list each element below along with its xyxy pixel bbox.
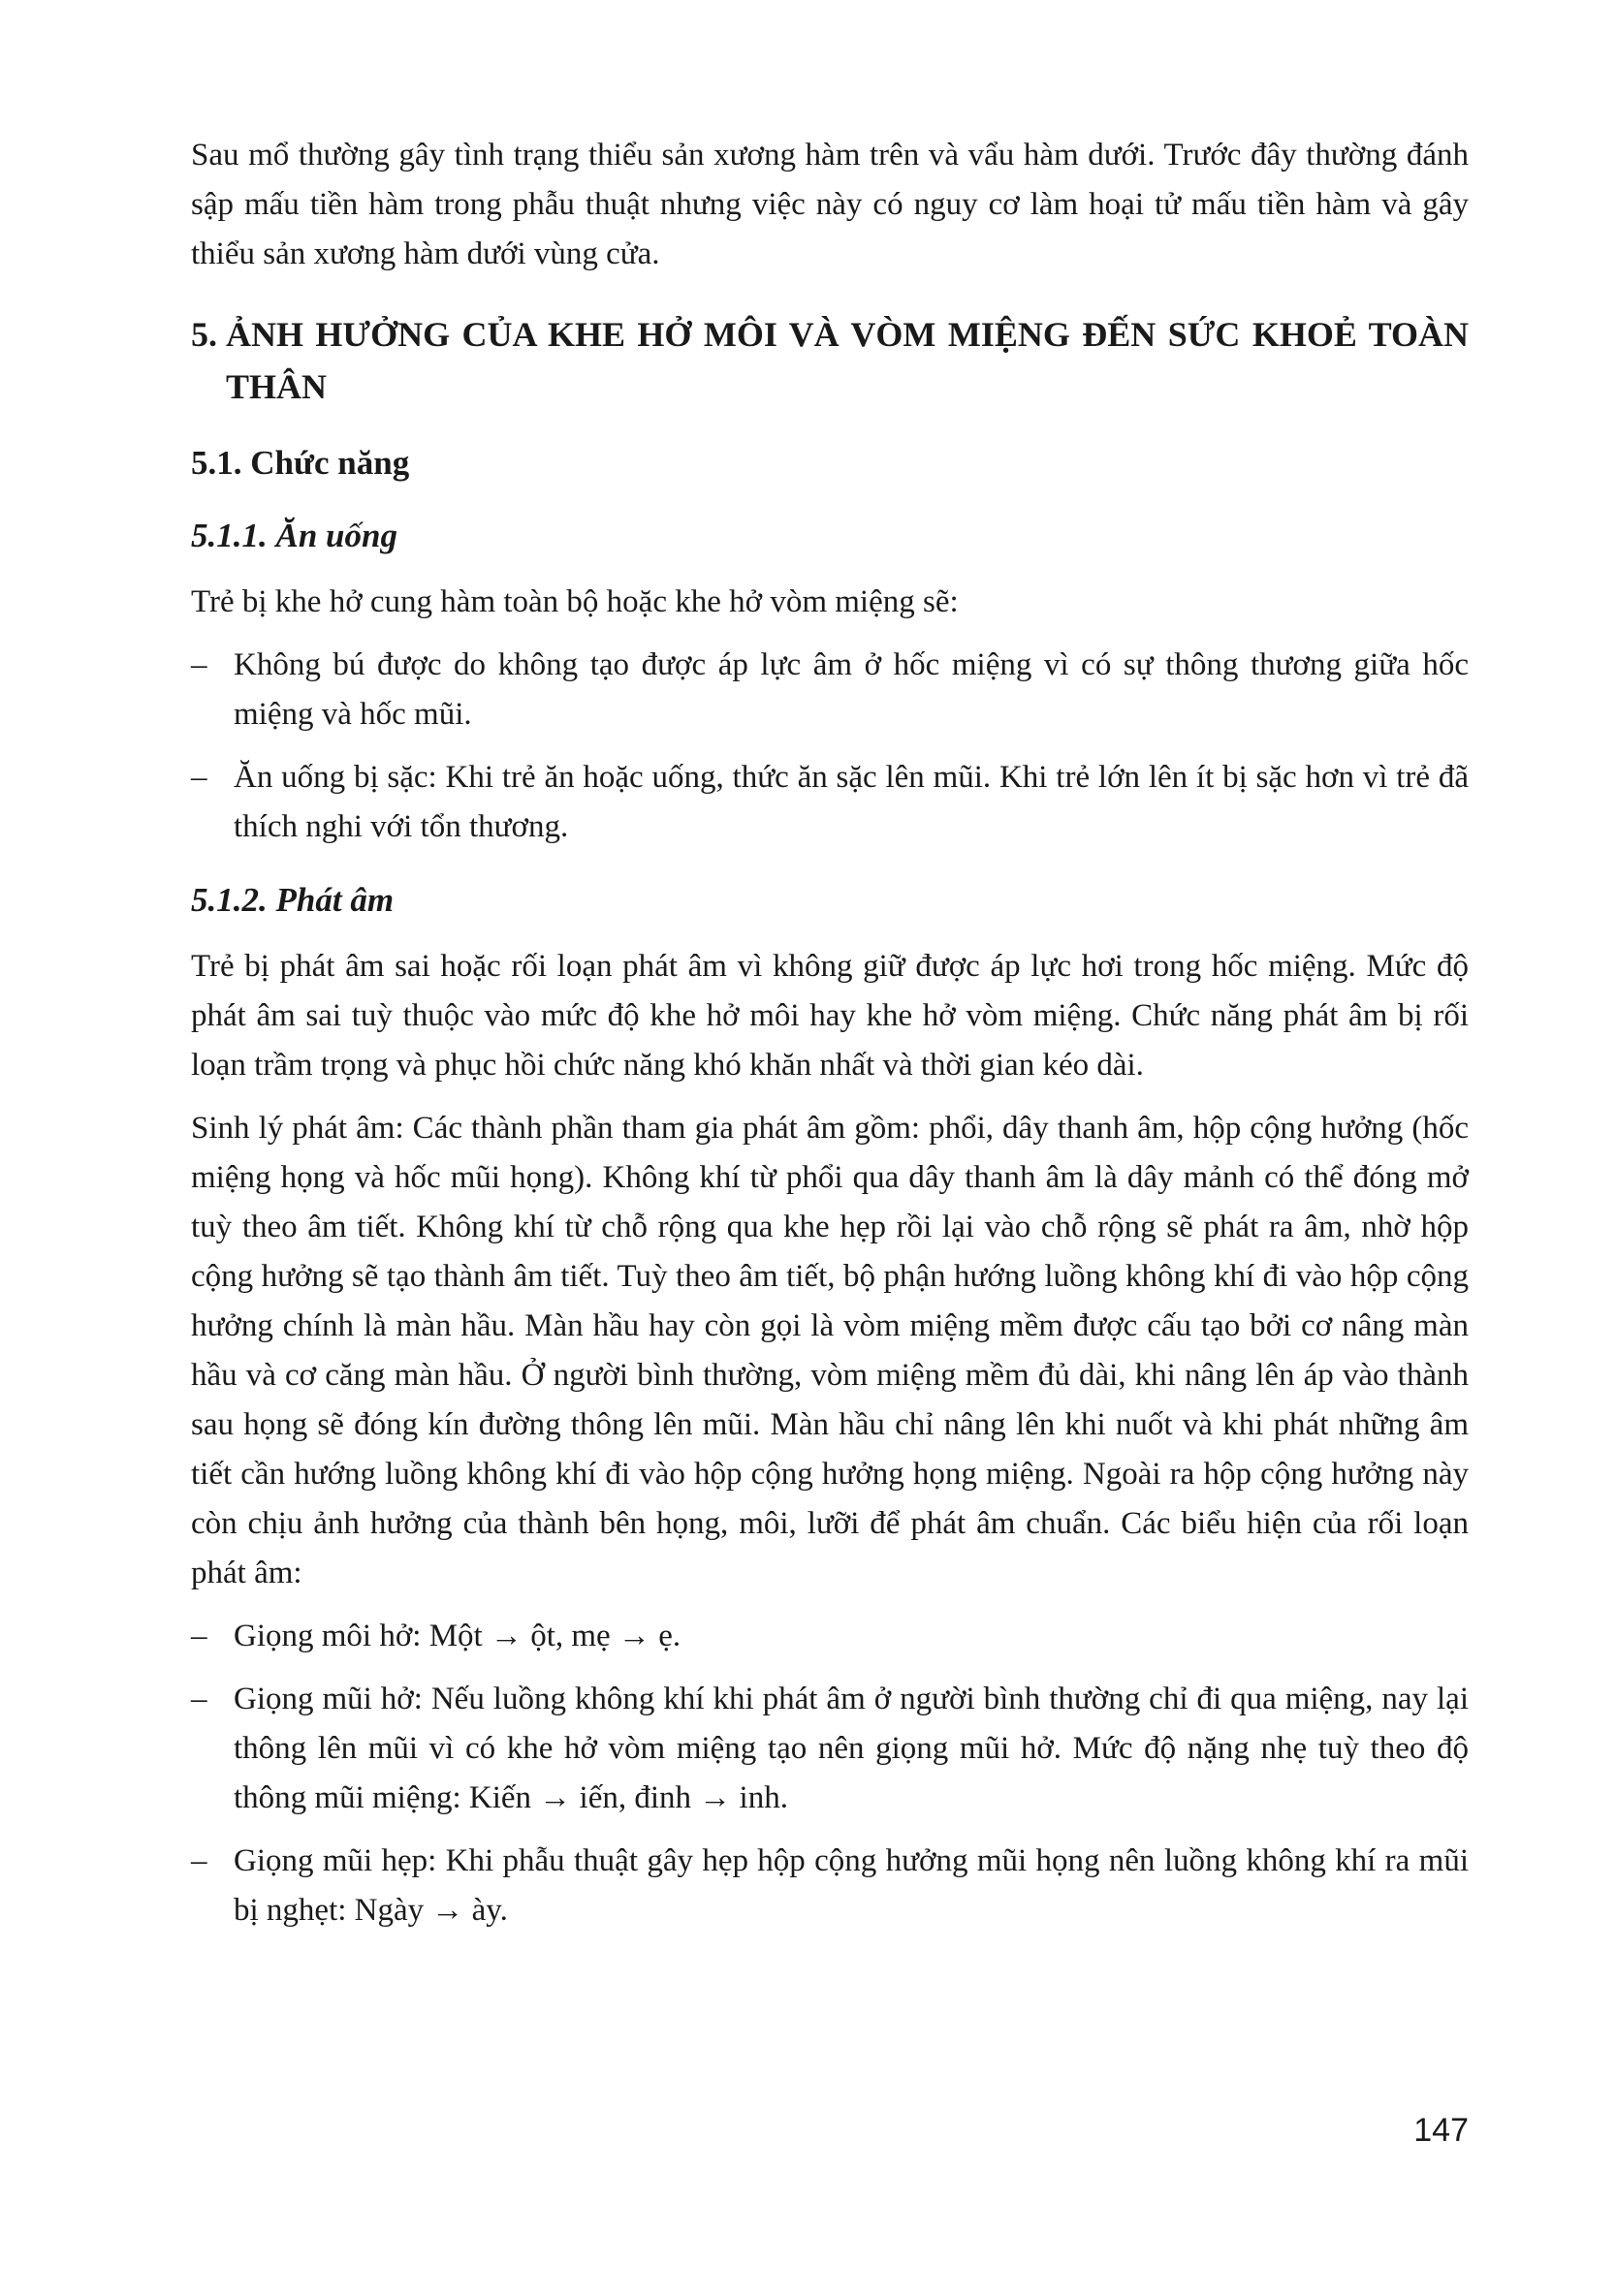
- section-5-1-heading: 5.1. Chức năng: [191, 444, 410, 482]
- section-5-1-2-heading: 5.1.2. Phát âm: [191, 881, 395, 919]
- list-dash: –: [191, 760, 207, 795]
- section-5-1-1-lead: Trẻ bị khe hở cung hàm toàn bộ hoặc khe hở vòm miệng sẽ:: [191, 584, 959, 619]
- list-item: [191, 753, 1469, 852]
- list-item: [191, 1675, 1469, 1823]
- list-item: [191, 1837, 1469, 1935]
- section-5-title: ẢNH HƯỞNG CỦA KHE HỞ MÔI VÀ VÒM MIỆNG ĐẾN SỨC KHOẺ TOÀN THÂN: [226, 315, 1469, 406]
- list-item-text: Không bú được do không tạo được áp lực âm ở hốc miệng vì có sự thông thương giữa hốc miệng và hốc mũi.: [234, 647, 1469, 732]
- page-number: 147: [1413, 2112, 1469, 2149]
- list-item-text: Giọng mũi hở: Nếu luồng không khí khi phát âm ở người bình thường chỉ đi qua miệng, nay lại thông lên mũi vì có khe hở vòm miệng tạo nên giọng mũi hở. Mức độ nặng nhẹ tuỳ theo độ thông mũi miệng: Kiến → iến, đinh → inh.: [234, 1682, 1469, 1815]
- list-item-text: Ăn uống bị sặc: Khi trẻ ăn hoặc uống, thức ăn sặc lên mũi. Khi trẻ lớn lên ít bị sặc hơn vì trẻ đã thích nghi với tổn thương.: [234, 760, 1469, 844]
- list-dash: –: [191, 647, 207, 682]
- list-dash: –: [191, 1619, 207, 1653]
- section-5-heading: [191, 308, 1469, 413]
- list-item-text: Giọng môi hở: Một → ột, mẹ → ẹ.: [234, 1619, 681, 1653]
- list-item: [191, 1612, 1469, 1661]
- section-5-1-1-heading: 5.1.1. Ăn uống: [191, 517, 397, 554]
- list-dash: –: [191, 1682, 207, 1716]
- section-5-1-2-paragraph-2: Sinh lý phát âm: Các thành phần tham gia phát âm gồm: phổi, dây thanh âm, hộp cộng hưởng (hốc miệng họng và hốc mũi họng). Không khí từ phổi qua dây thanh âm là dây mảnh có thể đóng mở tuỳ theo âm tiết. Không khí từ chỗ rộng qua khe hẹp rồi lại vào chỗ rộng sẽ phát ra âm, nhờ hộp cộng hưởng sẽ tạo thành âm tiết. Tuỳ theo âm tiết, bộ phận hướng luồng không khí đi vào hộp cộng hưởng chính là màn hầu. Màn hầu hay còn gọi là vòm miệng mềm được cấu tạo bởi cơ nâng màn hầu và cơ căng màn hầu. Ở người bình thường, vòm miệng mềm đủ dài, khi nâng lên áp vào thành sau họng sẽ đóng kín đường thông lên mũi. Màn hầu chỉ nâng lên khi nuốt và khi phát những âm tiết cần hướng luồng không khí đi vào hộp cộng hưởng họng miệng. Ngoài ra hộp cộng hưởng này còn chịu ảnh hưởng của thành bên họng, môi, lưỡi để phát âm chuẩn. Các biểu hiện của rối loạn phát âm:: [191, 1111, 1469, 1590]
- section-5-1-2-paragraph-1: Trẻ bị phát âm sai hoặc rối loạn phát âm vì không giữ được áp lực hơi trong hốc miệng. Mức độ phát âm sai tuỳ thuộc vào mức độ khe hở môi hay khe hở vòm miệng. Chức năng phát âm bị rối loạn trầm trọng và phục hồi chức năng khó khăn nhất và thời gian kéo dài.: [191, 949, 1469, 1083]
- document-page: [191, 131, 1469, 1935]
- list-dash: –: [191, 1843, 207, 1878]
- section-5-number: 5.: [191, 315, 217, 354]
- list-item-text: Giọng mũi hẹp: Khi phẫu thuật gây hẹp hộp cộng hưởng mũi họng nên luồng không khí ra mũi bị nghẹt: Ngày → ày.: [234, 1843, 1469, 1928]
- list-item: [191, 641, 1469, 739]
- intro-paragraph: Sau mổ thường gây tình trạng thiểu sản xương hàm trên và vẩu hàm dưới. Trước đây thường đánh sập mấu tiền hàm trong phẫu thuật nhưng việc này có nguy cơ làm hoại tử mấu tiền hàm và gây thiểu sản xương hàm dưới vùng cửa.: [191, 138, 1469, 271]
